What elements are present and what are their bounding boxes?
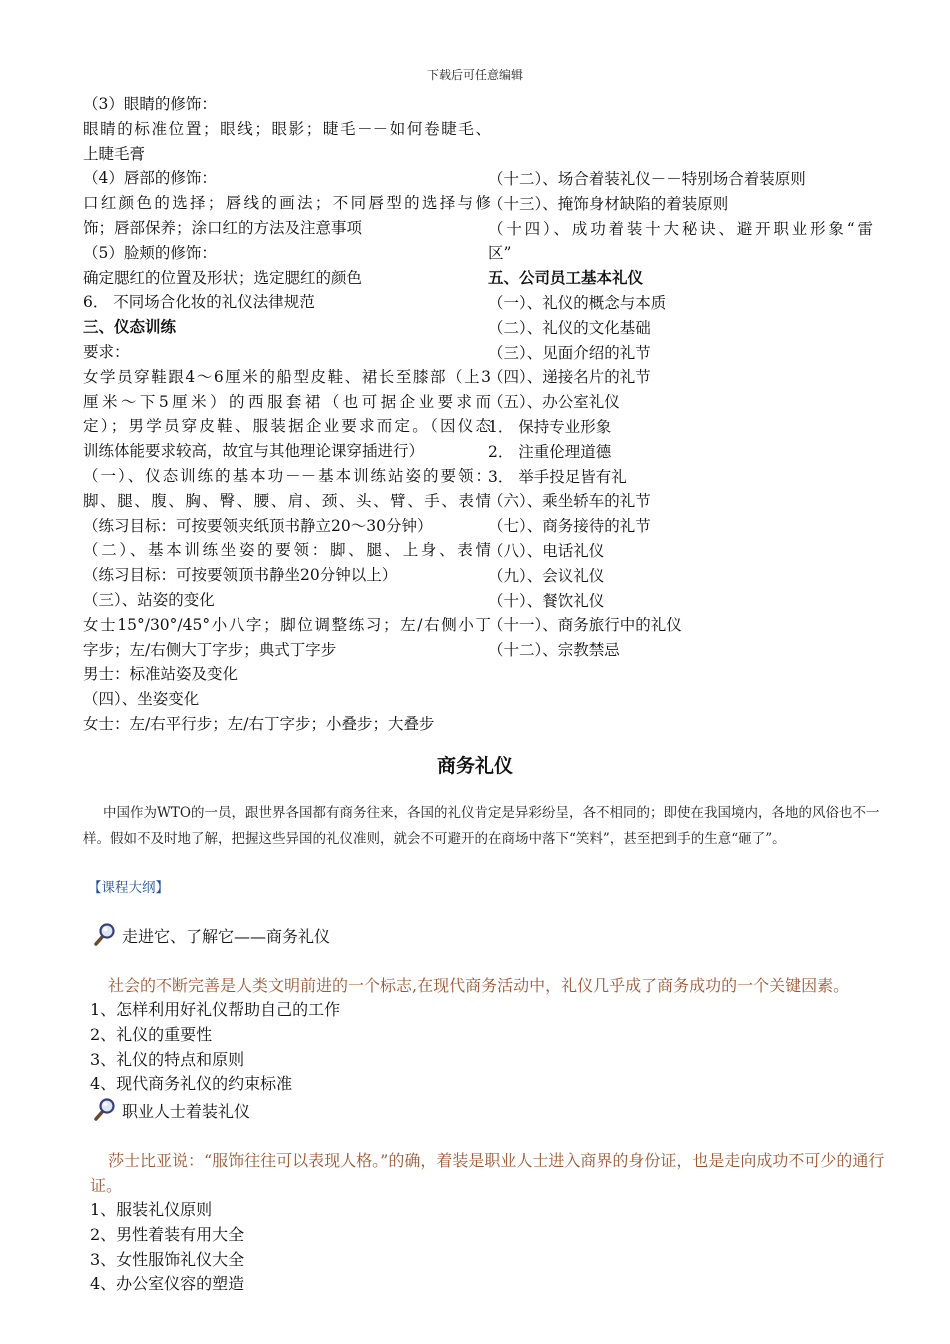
list-item: 1、怎样利用好礼仪帮助自己的工作 <box>90 1000 341 1019</box>
topic-list <box>90 1198 244 1297</box>
list-item: 6． 不同场合化妆的礼仪法律规范 <box>83 293 315 312</box>
section-heading <box>92 1097 250 1123</box>
list-item: （3）眼睛的修饰： <box>83 95 217 113</box>
list-item: （五）、办公室礼仪 <box>488 393 620 412</box>
list-item: （4）唇部的修饰： <box>83 169 217 188</box>
list-item: 男士：标准站姿及变化 <box>83 665 239 684</box>
list-item: 字步；左/右侧大丁字步；典式丁字步 <box>83 640 337 659</box>
list-item: 定）；男学员穿皮鞋、服装据企业要求而定。（因仪态 <box>83 417 491 436</box>
quote-paragraph: 社会的不断完善是人类文明前进的一个标志,在现代商务活动中，礼仪几乎成了商务成功的一个关键因素。 <box>108 976 850 995</box>
list-item: 2． 注重伦理道德 <box>488 442 612 461</box>
list-item: 1、服装礼仪原则 <box>90 1200 213 1219</box>
list-item: 3、女性服饰礼仪大全 <box>90 1249 245 1269</box>
list-item: 脚、腿、腹、胸、臀、腰、肩、颈、头、臂、手、表情 <box>83 491 491 510</box>
list-item: （十三）、掩饰身材缺陷的着装原则 <box>488 194 729 213</box>
list-item: （5）脸颊的修饰： <box>83 243 217 262</box>
page-header: 下载后可任意编辑 <box>426 68 523 82</box>
list-item: （二）、基本训练坐姿的要领：脚、腿、上身、表情 <box>83 541 491 560</box>
list-item: （七）、商务接待的礼节 <box>488 517 651 536</box>
list-item: 厘米～下5厘米）的西服套裙（也可据企业要求而 <box>83 392 491 411</box>
left-column <box>83 92 491 737</box>
outline-label: 【课程大纲】 <box>88 880 169 896</box>
list-item: （三）、站姿的变化 <box>83 590 215 609</box>
list-item: （十二）、宗教禁忌 <box>488 641 620 660</box>
intro-paragraph: 中国作为WTO的一员，跟世界各国都有商务往来，各国的礼仪肯定是异彩纷呈，各不相同的；即使在我国境内，各地的风俗也不一样。假如不及时地了解，把握这些异国的礼仪准则，就会不可避开的在商场中落下“笑料”，甚至把到手的生意“砸了”。 <box>83 805 880 847</box>
quote-paragraph: 莎士比亚说：“服饰往往可以表现人格。”的确，着装是职业人士进入商界的身份证，也是走向成功不可少的通行证。 <box>90 1151 885 1195</box>
magnifier-icon <box>92 922 116 948</box>
list-item: 1． 保持专业形象 <box>488 417 612 436</box>
list-item: （十一）、商务旅行中的礼仪 <box>488 616 682 635</box>
list-item: 4、办公室仪容的塑造 <box>90 1274 245 1294</box>
list-item: （四）、递接名片的礼节 <box>488 368 651 387</box>
list-item: （四）、坐姿变化 <box>83 690 200 709</box>
list-item: 女学员穿鞋跟4～6厘米的船型皮鞋、裙长至膝部（上3 <box>83 367 491 386</box>
list-item: （十）、餐饮礼仪 <box>488 591 605 610</box>
topic-list <box>90 998 340 1097</box>
list-item: （练习目标：可按要领夹纸顶书静立20～30分钟） <box>83 516 433 535</box>
list-item: （十二）、场合着装礼仪－－特别场合着装原则 <box>488 170 806 188</box>
section-heading: 五、公司员工基本礼仪 <box>488 269 644 288</box>
section-heading: 三、仪态训练 <box>83 318 177 337</box>
list-item: （八）、电话礼仪 <box>488 541 605 560</box>
list-item: 要求： <box>83 342 130 361</box>
section-heading-text: 走进它、了解它——商务礼仪 <box>122 926 331 946</box>
list-item: 训练体能要求较高，故宜与其他理论课穿插进行） <box>83 442 425 461</box>
list-item: （一）、礼仪的概念与本质 <box>488 293 667 312</box>
list-item: （二）、礼仪的文化基础 <box>488 318 651 337</box>
section-heading-text: 职业人士着装礼仪 <box>122 1101 251 1121</box>
list-item: 确定腮红的位置及形状；选定腮红的颜色 <box>83 268 363 287</box>
list-item: 3、礼仪的特点和原则 <box>90 1049 245 1069</box>
list-item: 上睫毛膏 <box>83 144 146 163</box>
list-item: （一）、仪态训练的基本功－－基本训练站姿的要领： <box>83 466 491 485</box>
list-item: 2、礼仪的重要性 <box>90 1024 213 1044</box>
list-item: 女士：左/右平行步；左/右丁字步；小叠步；大叠步 <box>83 714 435 733</box>
list-item: 4、现代商务礼仪的约束标准 <box>90 1074 293 1094</box>
list-item: （九）、会议礼仪 <box>488 566 605 585</box>
list-item: 眼睛的标准位置；眼线；眼影；睫毛－－如何卷睫毛、 <box>83 119 491 138</box>
page-title: 商务礼仪 <box>436 755 513 777</box>
magnifier-icon <box>92 1097 116 1123</box>
list-item: （六）、乘坐轿车的礼节 <box>488 492 651 511</box>
list-item: 口红颜色的选择；唇线的画法；不同唇型的选择与修 <box>83 194 491 213</box>
right-column <box>488 167 873 663</box>
list-item: 3． 举手投足皆有礼 <box>488 467 627 486</box>
list-item: 区” <box>488 244 512 263</box>
list-item: （三）、见面介绍的礼节 <box>488 343 651 362</box>
list-item: （练习目标：可按要领顶书静坐20分钟以上） <box>83 566 398 585</box>
list-item: 女士15°/30°/45°小八字；脚位调整练习；左/右侧小丁 <box>83 615 491 634</box>
section-heading <box>92 922 330 948</box>
list-item: 饰；唇部保养；涂口红的方法及注意事项 <box>83 218 363 237</box>
list-item: （十四）、成功着装十大秘诀、避开职业形象“雷 <box>488 219 873 238</box>
list-item: 2、男性着装有用大全 <box>90 1224 245 1244</box>
